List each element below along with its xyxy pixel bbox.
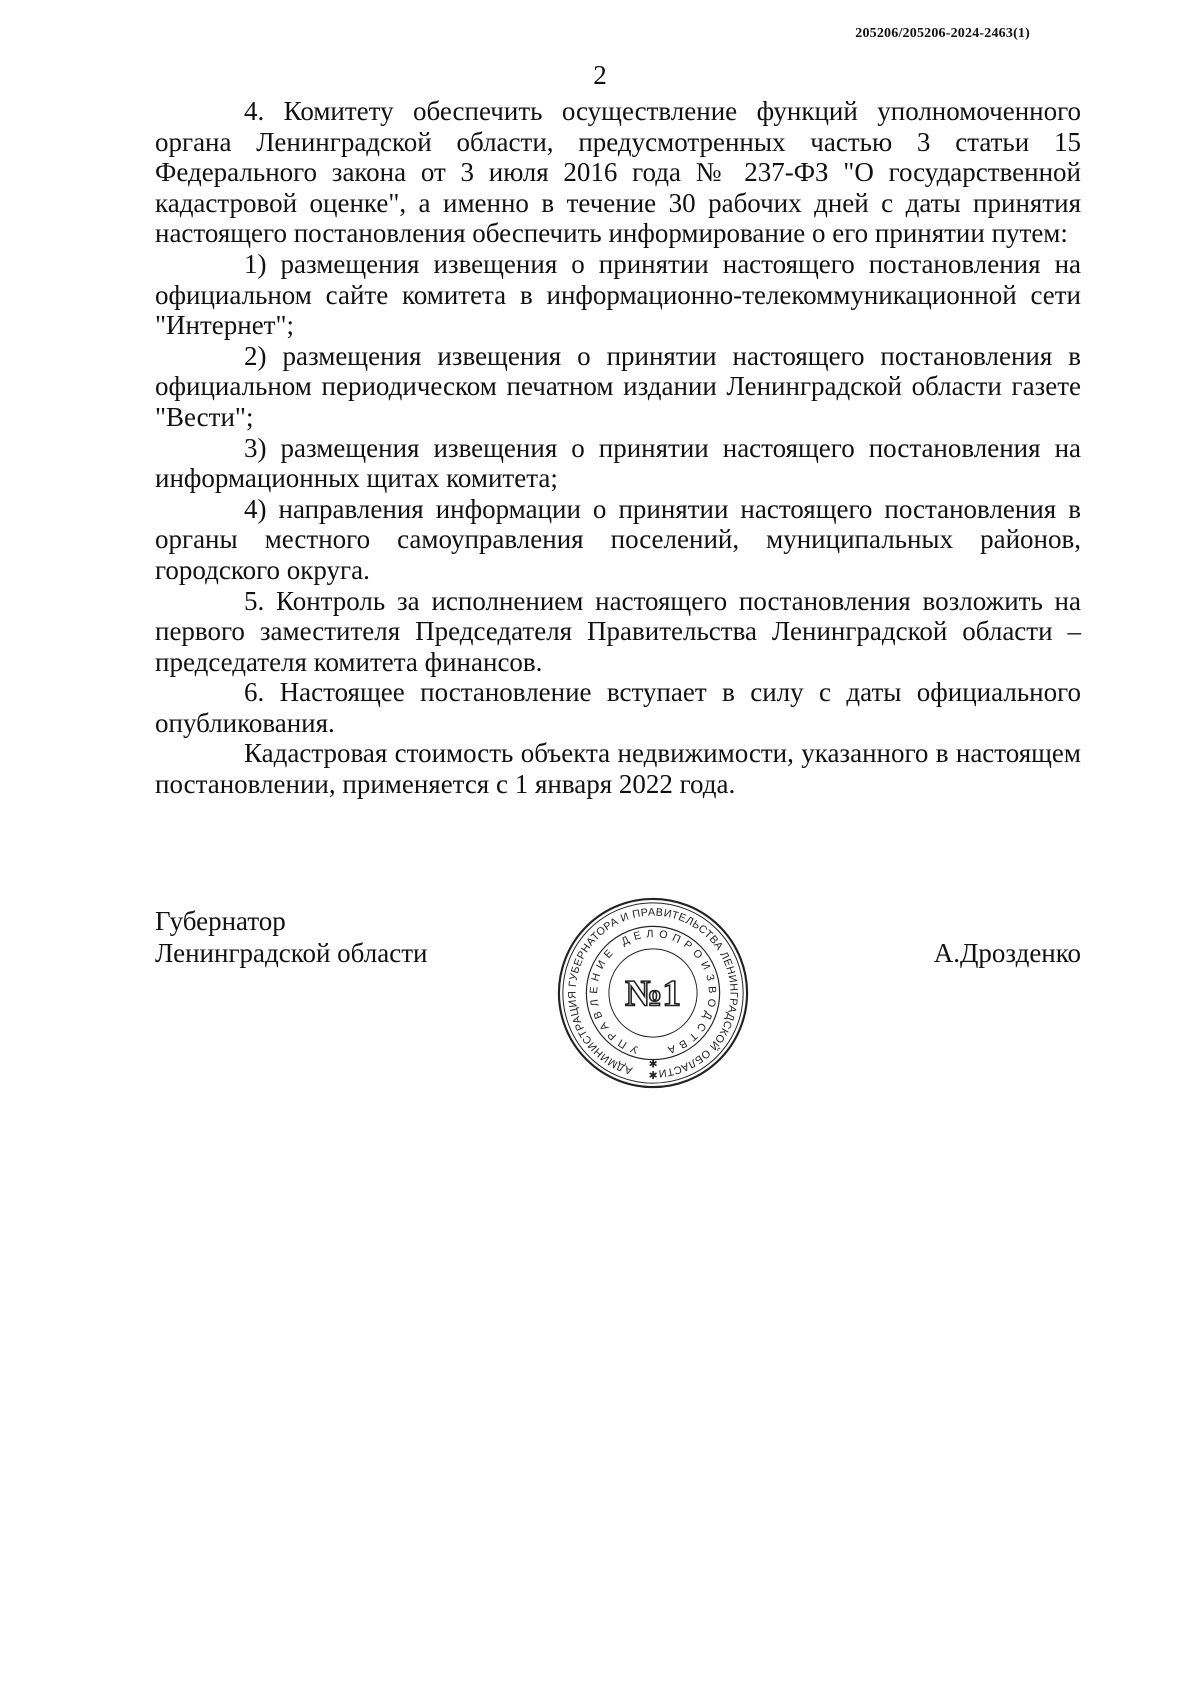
signer-name: А.Дрозденко [933, 938, 1081, 968]
seal-graphic [555, 893, 751, 1093]
page-number: 2 [593, 60, 607, 90]
paragraph-5: 5. Контроль за исполнением настоящего постановления возложить на первого заместителя Председателя Правительства Ленинградской области – председателя комитета финансов. [155, 585, 1081, 677]
seal-star-icon: ✱ [648, 1057, 658, 1071]
paragraph-4-item-2: 2) размещения извещения о принятии настоящего постановления в официальном периодическом печатном издании Ленинградской области газете "Вести"; [155, 340, 1081, 432]
signer-title [155, 905, 427, 969]
signer-region: Ленинградской области [155, 938, 428, 968]
official-seal-stamp [555, 893, 751, 1093]
paragraph-6: 6. Настоящее постановление вступает в силу с даты официального опубликования. [155, 677, 1081, 738]
paragraph-4-item-1: 1) размещения извещения о принятии настоящего постановления на официальном сайте комитета в информационно-телекоммуникационной сети "Интернет"; [155, 248, 1081, 341]
paragraph-4: 4. Комитету обеспечить осуществление функций уполномоченного органа Ленинградской области, предусмотренных частью 3 статьи 15 Федерального закона от 3 июля 2016 года № 237-ФЗ "О государственной кадастровой оценке", а именно в течение 30 рабочих дней с даты принятия настоящего постановления обеспечить информирование о его принятии путем: [155, 96, 1081, 249]
paragraph-cadastral-value: Кадастровая стоимость объекта недвижимости, указанного в настоящем постановлении, применяется с 1 января 2022 года. [155, 738, 1081, 800]
document-body [155, 96, 1081, 800]
signer-position: Губернатор [155, 906, 286, 936]
paragraph-4-item-4: 4) направления информации о принятии настоящего постановления в органы местного самоуправления поселений, муниципальных районов, городского округа. [155, 493, 1081, 585]
seal-center-number: №1 [624, 973, 682, 1015]
seal-inner-text: УПРАВЛЕНИЕ ДЕЛОПРОИЗВОДСТВА [587, 928, 718, 1057]
seal-outer-text: АДМИНИСТРАЦИЯ ГУБЕРНАТОРА И ПРАВИТЕЛЬСТВА ЛЕНИНГРАДСКОЙ ОБЛАСТИ [566, 906, 740, 1080]
seal-star-icon: ✱ [648, 1069, 658, 1083]
paragraph-4-item-3: 3) размещения извещения о принятии настоящего постановления на информационных щитах комитета; [155, 432, 1081, 494]
document-id: 205206/205206-2024-2463(1) [855, 26, 1030, 41]
